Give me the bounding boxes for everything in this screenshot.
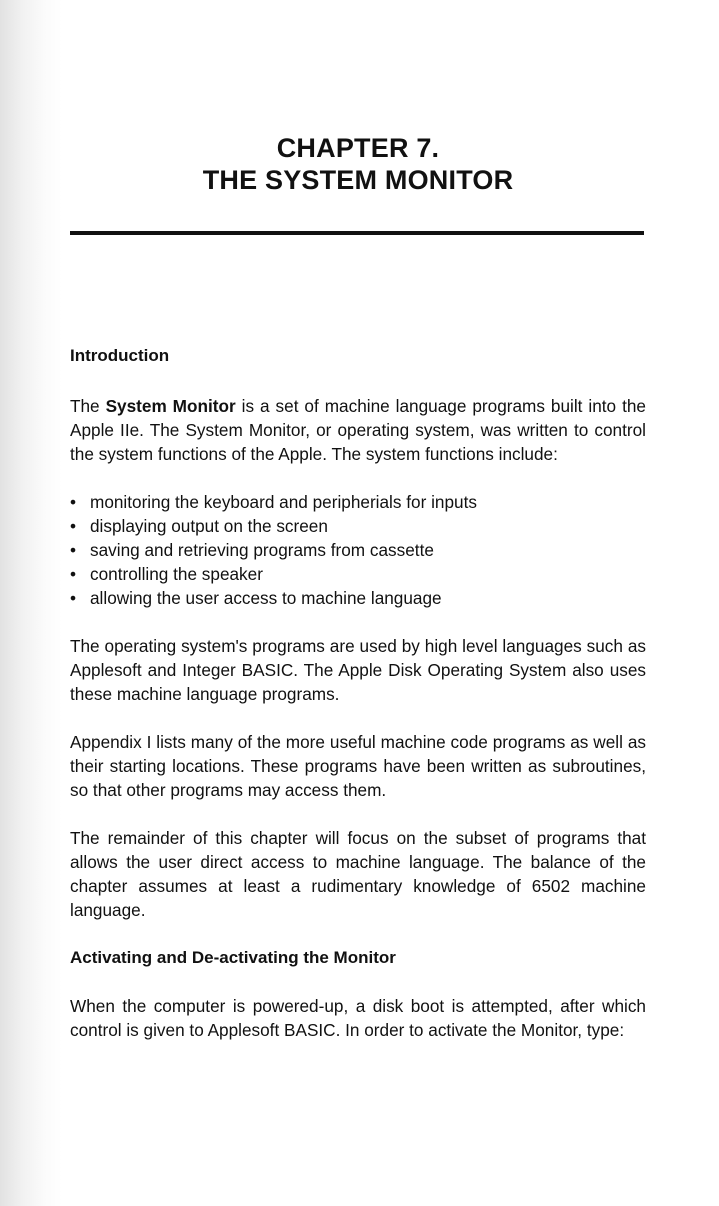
remainder-paragraph: The remainder of this chapter will focus on the subset of programs that allows the user direct access to machine language. The balance of the chapter assumes at least a rudimentary knowledge of 6502 machine language. (70, 828, 646, 920)
bullet-icon: • (70, 492, 77, 512)
page-edge-shadow (0, 0, 62, 1206)
system-monitor-term: System Monitor (105, 396, 236, 416)
list-item (70, 538, 646, 562)
list-item (70, 586, 646, 610)
bullet-icon: • (70, 540, 77, 560)
bullet-icon: • (70, 564, 77, 584)
list-item-text: controlling the speaker (90, 564, 263, 584)
heading-rule (70, 231, 644, 235)
appendix-paragraph: Appendix I lists many of the more useful machine code programs as well as their starting locations. These programs have been written as subroutines, so that other programs may access them. (70, 732, 646, 800)
list-item-text: displaying output on the screen (90, 516, 328, 536)
chapter-heading (70, 132, 646, 196)
chapter-body (70, 344, 646, 1042)
list-item (70, 490, 646, 514)
chapter-number: CHAPTER 7. (276, 133, 440, 163)
book-page (70, 0, 646, 1206)
intro-rest-text: is a set of machine language programs built into the Apple IIe. The System Monitor, or operating system, was written to control the system functions of the Apple. The system functions include: (70, 396, 646, 464)
list-item-text: saving and retrieving programs from cassette (90, 540, 434, 560)
intro-lead-text: The (70, 396, 106, 416)
system-functions-list (70, 490, 646, 610)
operating-system-paragraph: The operating system's programs are used by high level languages such as Applesoft and Integer BASIC. The Apple Disk Operating System also uses these machine language programs. (70, 636, 646, 704)
list-item (70, 514, 646, 538)
list-item (70, 562, 646, 586)
list-item-text: allowing the user access to machine language (90, 588, 442, 608)
section-title-introduction: Introduction (70, 346, 170, 365)
list-item-text: monitoring the keyboard and peripherials for inputs (90, 492, 477, 512)
section-title-activating: Activating and De-activating the Monitor (70, 948, 396, 967)
chapter-title: THE SYSTEM MONITOR (202, 165, 514, 195)
bullet-icon: • (70, 588, 77, 608)
activating-paragraph: When the computer is powered-up, a disk boot is attempted, after which control is given to Applesoft BASIC. In order to activate the Monitor, type: (70, 996, 646, 1040)
bullet-icon: • (70, 516, 77, 536)
intro-paragraph (70, 394, 646, 466)
